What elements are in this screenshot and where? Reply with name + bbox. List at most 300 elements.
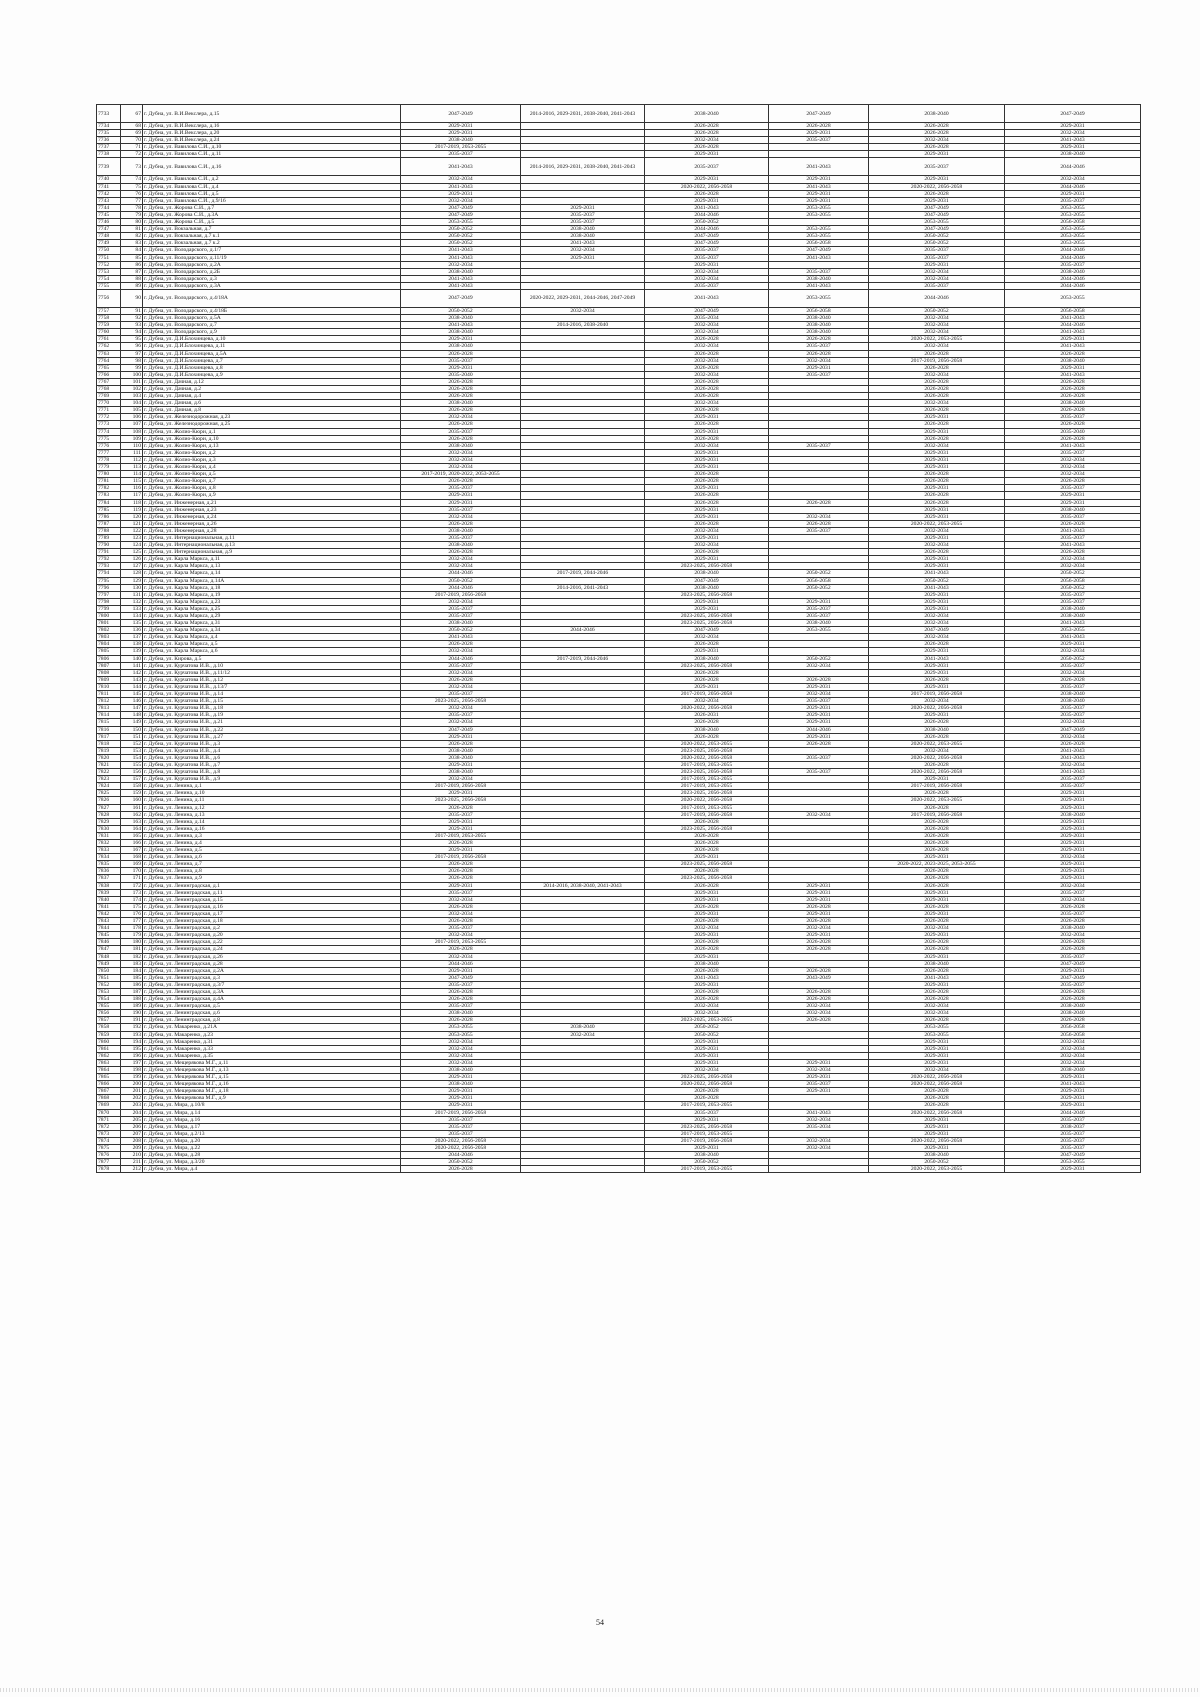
cell-period-3: 2044-2046 <box>645 211 769 218</box>
cell-period-6: 2053-2055 <box>1005 1159 1141 1166</box>
cell-period-3: 2032-2034 <box>645 268 769 275</box>
cell-period-6: 2029-2031 <box>1005 825 1141 832</box>
cell-period-1: 2053-2055 <box>401 219 521 226</box>
cell-period-5: 2026-2028 <box>869 825 1005 832</box>
cell-period-2 <box>521 506 645 513</box>
cell-period-6: 2032-2034 <box>1005 669 1141 676</box>
cell-item-number: 102 <box>121 386 143 393</box>
cell-period-1: 2032-2034 <box>401 414 521 421</box>
cell-row-id: 7845 <box>97 932 121 939</box>
cell-period-6: 2044-2046 <box>1005 183 1141 190</box>
cell-row-id: 7819 <box>97 747 121 754</box>
cell-period-3: 2026-2028 <box>645 350 769 357</box>
cell-period-2: 2029-2031 <box>521 204 645 211</box>
cell-period-1: 2032-2034 <box>401 683 521 690</box>
cell-period-5: 2029-2031 <box>869 513 1005 520</box>
cell-period-1: 2026-2028 <box>401 868 521 875</box>
cell-period-3: 2029-2031 <box>645 485 769 492</box>
cell-row-id: 7763 <box>97 350 121 357</box>
cell-item-number: 135 <box>121 620 143 627</box>
cell-period-2 <box>521 918 645 925</box>
cell-address: г. Дубна, ул. Курчатова И.В., д.9 <box>143 776 401 783</box>
cell-period-1: 2044-2046 <box>401 1152 521 1159</box>
cell-row-id: 7872 <box>97 1123 121 1130</box>
cell-period-1: 2029-2031 <box>401 336 521 343</box>
cell-period-4 <box>769 506 869 513</box>
cell-period-1: 2050-2052 <box>401 307 521 314</box>
cell-period-1: 2029-2031 <box>401 882 521 889</box>
cell-period-3: 2026-2028 <box>645 641 769 648</box>
cell-item-number: 121 <box>121 520 143 527</box>
cell-address: г. Дубна, ул. В.И.Векслера, д.20 <box>143 130 401 137</box>
cell-period-5: 2029-2031 <box>869 712 1005 719</box>
cell-item-number: 127 <box>121 563 143 570</box>
cell-period-4: 2035-2037 <box>769 754 869 761</box>
cell-row-id: 7820 <box>97 754 121 761</box>
cell-period-3: 2023-2025, 2056-2058 <box>645 662 769 669</box>
cell-address: г. Дубна, ул. Ленинградская, д.8 <box>143 1017 401 1024</box>
cell-period-6: 2029-2031 <box>1005 797 1141 804</box>
cell-period-6: 2053-2055 <box>1005 240 1141 247</box>
cell-item-number: 167 <box>121 847 143 854</box>
cell-period-1: 2026-2028 <box>401 350 521 357</box>
cell-period-6: 2041-2043 <box>1005 329 1141 336</box>
cell-period-6: 2035-2037 <box>1005 534 1141 541</box>
cell-row-id: 7789 <box>97 534 121 541</box>
cell-item-number: 136 <box>121 627 143 634</box>
cell-period-2 <box>521 513 645 520</box>
cell-address: г. Дубна, ул. Жолио-Кюри, д.8 <box>143 485 401 492</box>
cell-period-6: 2029-2031 <box>1005 1088 1141 1095</box>
cell-period-1: 2023-2025, 2056-2058 <box>401 797 521 804</box>
cell-item-number: 161 <box>121 804 143 811</box>
cell-item-number: 108 <box>121 428 143 435</box>
cell-period-5: 2026-2028 <box>869 676 1005 683</box>
cell-address: г. Дубна, ул. Курчатова И.В., д.18 <box>143 705 401 712</box>
cell-item-number: 171 <box>121 875 143 882</box>
cell-period-2 <box>521 435 645 442</box>
cell-address: г. Дубна, ул. Интернациональная, д.11 <box>143 534 401 541</box>
cell-address: г. Дубна, ул. Мещерякова М.Г., д.13 <box>143 1067 401 1074</box>
cell-period-4: 2029-2031 <box>769 190 869 197</box>
cell-period-3: 2026-2028 <box>645 386 769 393</box>
cell-address: г. Дубна, ул. Ленинградская, д.2А <box>143 967 401 974</box>
table-row <box>97 613 1141 620</box>
cell-row-id: 7811 <box>97 691 121 698</box>
cell-period-1: 2029-2031 <box>401 1088 521 1095</box>
cell-period-6: 2035-2037 <box>1005 776 1141 783</box>
cell-period-6: 2032-2034 <box>1005 556 1141 563</box>
cell-period-5: 2026-2028 <box>869 847 1005 854</box>
cell-period-1: 2050-2052 <box>401 627 521 634</box>
table-row <box>97 442 1141 449</box>
cell-item-number: 73 <box>121 158 143 176</box>
cell-period-4: 2026-2028 <box>769 520 869 527</box>
cell-period-3: 2035-2037 <box>645 247 769 254</box>
cell-item-number: 211 <box>121 1159 143 1166</box>
cell-address: г. Дубна, ул. Володарского, д.2А <box>143 261 401 268</box>
table-row <box>97 542 1141 549</box>
cell-period-1: 2041-2043 <box>401 634 521 641</box>
table-row <box>97 932 1141 939</box>
cell-row-id: 7795 <box>97 577 121 584</box>
cell-period-6: 2035-2037 <box>1005 783 1141 790</box>
cell-item-number: 175 <box>121 903 143 910</box>
cell-period-6: 2035-2037 <box>1005 414 1141 421</box>
cell-period-3: 2026-2028 <box>645 478 769 485</box>
cell-row-id: 7761 <box>97 336 121 343</box>
cell-address: г. Дубна, ул. Ленинградская, д.1 <box>143 882 401 889</box>
cell-period-3: 2026-2028 <box>645 471 769 478</box>
cell-period-2 <box>521 981 645 988</box>
cell-period-1: 2044-2046 <box>401 584 521 591</box>
cell-period-2: 2029-2031 <box>521 254 645 261</box>
cell-item-number: 165 <box>121 832 143 839</box>
cell-period-1: 2041-2043 <box>401 254 521 261</box>
cell-item-number: 110 <box>121 442 143 449</box>
cell-period-6: 2029-2031 <box>1005 1095 1141 1102</box>
cell-row-id: 7772 <box>97 414 121 421</box>
cell-row-id: 7828 <box>97 811 121 818</box>
cell-address: г. Дубна, ул. Жорова С.И., д.7 <box>143 204 401 211</box>
cell-address: г. Дубна, ул. Мира, д.10/8 <box>143 1102 401 1109</box>
cell-address: г. Дубна, ул. Инженерная, д.21 <box>143 499 401 506</box>
cell-period-4 <box>769 797 869 804</box>
cell-period-6: 2035-2037 <box>1005 197 1141 204</box>
cell-period-4: 2032-2034 <box>769 1067 869 1074</box>
cell-period-6: 2026-2028 <box>1005 350 1141 357</box>
cell-period-2 <box>521 1059 645 1066</box>
cell-period-6: 2041-2043 <box>1005 634 1141 641</box>
cell-period-5: 2026-2028 <box>869 790 1005 797</box>
cell-address: г. Дубна, ул. Ленина, д.7 <box>143 861 401 868</box>
table-row <box>97 584 1141 591</box>
cell-period-2 <box>521 343 645 350</box>
table-row <box>97 1102 1141 1109</box>
cell-row-id: 7858 <box>97 1024 121 1031</box>
cell-period-2 <box>521 1067 645 1074</box>
cell-period-3: 2029-2031 <box>645 556 769 563</box>
cell-item-number: 151 <box>121 733 143 740</box>
cell-address: г. Дубна, ул. Курчатова И.В., д.4 <box>143 747 401 754</box>
cell-period-4: 2032-2034 <box>769 1116 869 1123</box>
table-row <box>97 464 1141 471</box>
cell-period-5: 2017-2019, 2056-2058 <box>869 811 1005 818</box>
cell-period-3: 2026-2028 <box>645 435 769 442</box>
cell-address: г. Дубна, ул. Д.И.Блохинцева, д.10 <box>143 336 401 343</box>
cell-period-6: 2044-2046 <box>1005 282 1141 289</box>
cell-period-2: 2038-2040 <box>521 233 645 240</box>
cell-period-1: 2026-2028 <box>401 804 521 811</box>
cell-address: г. Дубна, ул. Мещерякова М.Г., д.11 <box>143 1059 401 1066</box>
cell-period-2 <box>521 910 645 917</box>
cell-row-id: 7849 <box>97 960 121 967</box>
cell-period-5: 2020-2022, 2056-2058 <box>869 769 1005 776</box>
cell-period-5: 2026-2028 <box>869 386 1005 393</box>
cell-period-4: 2026-2028 <box>769 123 869 130</box>
cell-period-5: 2026-2028 <box>869 967 1005 974</box>
cell-period-4 <box>769 854 869 861</box>
cell-row-id: 7752 <box>97 261 121 268</box>
cell-row-id: 7844 <box>97 925 121 932</box>
cell-address: г. Дубна, ул. Жолио-Кюри, д.3 <box>143 456 401 463</box>
table-row <box>97 527 1141 534</box>
cell-period-5: 2053-2055 <box>869 219 1005 226</box>
cell-period-5: 2032-2034 <box>869 542 1005 549</box>
cell-period-4 <box>769 144 869 151</box>
cell-address: г. Дубна, ул. Курчатова И.В., д.27 <box>143 733 401 740</box>
cell-address: г. Дубна, ул. Д.И.Блохинцева, д.5А <box>143 350 401 357</box>
cell-item-number: 206 <box>121 1123 143 1130</box>
cell-period-5: 2029-2031 <box>869 896 1005 903</box>
cell-item-number: 74 <box>121 176 143 183</box>
table-row <box>97 485 1141 492</box>
cell-address: г. Дубна, ул. Макаренко, д.33 <box>143 1045 401 1052</box>
cell-period-5: 2038-2040 <box>869 726 1005 733</box>
cell-period-3: 2020-2022, 2056-2058 <box>645 705 769 712</box>
cell-period-1: 2032-2034 <box>401 776 521 783</box>
cell-period-2: 2017-2019, 2044-2046 <box>521 570 645 577</box>
cell-period-5: 2029-2031 <box>869 197 1005 204</box>
cell-period-3: 2038-2040 <box>645 655 769 662</box>
cell-period-2 <box>521 357 645 364</box>
cell-address: г. Дубна, ул. Ленинградская, д.28 <box>143 960 401 967</box>
cell-period-4: 2029-2031 <box>769 130 869 137</box>
cell-row-id: 7784 <box>97 499 121 506</box>
cell-address: г. Дубна, ул. Мира, д.14 <box>143 1109 401 1116</box>
table-row <box>97 329 1141 336</box>
cell-period-6: 2029-2031 <box>1005 832 1141 839</box>
cell-row-id: 7874 <box>97 1137 121 1144</box>
table-row <box>97 620 1141 627</box>
cell-row-id: 7810 <box>97 683 121 690</box>
cell-row-id: 7842 <box>97 910 121 917</box>
table-row <box>97 733 1141 740</box>
cell-row-id: 7770 <box>97 400 121 407</box>
table-row <box>97 804 1141 811</box>
cell-period-5: 2029-2031 <box>869 449 1005 456</box>
cell-period-4 <box>769 1159 869 1166</box>
cell-period-1: 2047-2049 <box>401 204 521 211</box>
cell-period-6: 2032-2034 <box>1005 719 1141 726</box>
cell-period-5: 2029-2031 <box>869 261 1005 268</box>
cell-period-5: 2029-2031 <box>869 506 1005 513</box>
table-row <box>97 520 1141 527</box>
cell-period-3: 2029-2031 <box>645 414 769 421</box>
cell-address: г. Дубна, ул. Д.И.Блохинцева, д.9 <box>143 371 401 378</box>
cell-period-5: 2026-2028 <box>869 1102 1005 1109</box>
cell-address: г. Дубна, ул. Д.И.Блохинцева, д.11 <box>143 343 401 350</box>
table-row <box>97 176 1141 183</box>
cell-period-3: 2032-2034 <box>645 698 769 705</box>
cell-period-3: 2029-2031 <box>645 1116 769 1123</box>
cell-item-number: 195 <box>121 1045 143 1052</box>
cell-address: г. Дубна, ул. Володарского, д.4/18А <box>143 289 401 307</box>
cell-period-6: 2032-2034 <box>1005 648 1141 655</box>
cell-period-1: 2038-2040 <box>401 329 521 336</box>
table-row <box>97 868 1141 875</box>
table-row <box>97 1024 1141 1031</box>
cell-period-2: 2014-2016, 2029-2031, 2038-2040, 2041-2043 <box>521 158 645 176</box>
table-row <box>97 275 1141 282</box>
cell-period-2 <box>521 1130 645 1137</box>
cell-period-5: 2026-2028 <box>869 1017 1005 1024</box>
cell-period-1: 2032-2034 <box>401 449 521 456</box>
cell-period-2 <box>521 790 645 797</box>
cell-period-3: 2026-2028 <box>645 676 769 683</box>
cell-period-1: 2026-2028 <box>401 840 521 847</box>
cell-period-4 <box>769 378 869 385</box>
cell-item-number: 128 <box>121 570 143 577</box>
cell-period-5: 2026-2028 <box>869 868 1005 875</box>
cell-period-4: 2029-2031 <box>769 719 869 726</box>
cell-period-2 <box>521 1145 645 1152</box>
cell-address: г. Дубна, ул. Ленина, д.4 <box>143 840 401 847</box>
cell-row-id: 7827 <box>97 804 121 811</box>
cell-address: г. Дубна, ул. Ленина, д.5 <box>143 847 401 854</box>
cell-period-1: 2038-2040 <box>401 527 521 534</box>
cell-address: г. Дубна, ул. Ленинградская, д.4А <box>143 996 401 1003</box>
cell-period-4: 2032-2034 <box>769 925 869 932</box>
cell-period-5: 2026-2028 <box>869 719 1005 726</box>
cell-period-4: 2029-2031 <box>769 733 869 740</box>
table-row <box>97 183 1141 190</box>
cell-period-6: 2026-2028 <box>1005 1017 1141 1024</box>
cell-period-2 <box>521 386 645 393</box>
cell-row-id: 7751 <box>97 254 121 261</box>
cell-period-5: 2029-2031 <box>869 648 1005 655</box>
cell-period-2 <box>521 151 645 158</box>
cell-period-1: 2035-2037 <box>401 357 521 364</box>
cell-period-2 <box>521 669 645 676</box>
cell-period-3: 2023-2025, 2053-2055 <box>645 1017 769 1024</box>
cell-period-3: 2020-2022, 2053-2055 <box>645 740 769 747</box>
cell-period-6: 2038-2040 <box>1005 400 1141 407</box>
cell-period-1: 2047-2049 <box>401 105 521 123</box>
cell-period-3: 2038-2040 <box>645 726 769 733</box>
cell-row-id: 7773 <box>97 421 121 428</box>
cell-period-2 <box>521 705 645 712</box>
cell-period-6: 2026-2028 <box>1005 386 1141 393</box>
cell-period-1: 2032-2034 <box>401 1059 521 1066</box>
cell-period-5: 2029-2031 <box>869 889 1005 896</box>
cell-row-id: 7799 <box>97 605 121 612</box>
cell-item-number: 97 <box>121 350 143 357</box>
cell-period-5: 2041-2043 <box>869 570 1005 577</box>
cell-period-4 <box>769 953 869 960</box>
table-row <box>97 137 1141 144</box>
cell-item-number: 184 <box>121 967 143 974</box>
table-row <box>97 648 1141 655</box>
table-row <box>97 818 1141 825</box>
table-row <box>97 190 1141 197</box>
cell-row-id: 7801 <box>97 620 121 627</box>
cell-period-5: 2032-2034 <box>869 1067 1005 1074</box>
cell-row-id: 7836 <box>97 868 121 875</box>
cell-item-number: 114 <box>121 471 143 478</box>
cell-period-3: 2023-2025, 2056-2058 <box>645 563 769 570</box>
cell-period-2 <box>521 1123 645 1130</box>
cell-period-4 <box>769 776 869 783</box>
cell-period-4: 2053-2055 <box>769 204 869 211</box>
table-row <box>97 151 1141 158</box>
cell-period-4: 2053-2055 <box>769 226 869 233</box>
cell-row-id: 7837 <box>97 875 121 882</box>
cell-period-6: 2026-2028 <box>1005 520 1141 527</box>
table-row <box>97 226 1141 233</box>
cell-period-6: 2044-2046 <box>1005 1109 1141 1116</box>
cell-period-1: 2035-2037 <box>401 981 521 988</box>
cell-period-3: 2026-2028 <box>645 733 769 740</box>
cell-address: г. Дубна, ул. Дачная, д.6 <box>143 400 401 407</box>
table-row <box>97 1109 1141 1116</box>
cell-period-2: 2041-2043 <box>521 240 645 247</box>
cell-period-1: 2029-2031 <box>401 825 521 832</box>
cell-row-id: 7785 <box>97 506 121 513</box>
cell-period-4 <box>769 414 869 421</box>
cell-period-4 <box>769 591 869 598</box>
cell-item-number: 212 <box>121 1166 143 1173</box>
cell-period-4 <box>769 634 869 641</box>
cell-period-1: 2026-2028 <box>401 520 521 527</box>
cell-row-id: 7764 <box>97 357 121 364</box>
cell-period-5: 2026-2028 <box>869 130 1005 137</box>
cell-address: г. Дубна, ул. Вокзальная, д.7 <box>143 226 401 233</box>
cell-period-2 <box>521 137 645 144</box>
cell-period-2 <box>521 861 645 868</box>
cell-row-id: 7878 <box>97 1166 121 1173</box>
cell-period-3: 2020-2022, 2056-2058 <box>645 183 769 190</box>
cell-period-2 <box>521 130 645 137</box>
cell-period-6: 2056-2058 <box>1005 1031 1141 1038</box>
cell-period-1: 2032-2034 <box>401 705 521 712</box>
cell-period-5: 2029-2031 <box>869 1116 1005 1123</box>
cell-item-number: 117 <box>121 492 143 499</box>
table-row <box>97 307 1141 314</box>
cell-period-1: 2038-2040 <box>401 1067 521 1074</box>
cell-row-id: 7832 <box>97 840 121 847</box>
cell-period-2 <box>521 818 645 825</box>
cell-period-6: 2041-2043 <box>1005 315 1141 322</box>
table-row <box>97 903 1141 910</box>
cell-period-5: 2047-2049 <box>869 211 1005 218</box>
cell-period-5: 2035-2037 <box>869 254 1005 261</box>
cell-period-6: 2053-2055 <box>1005 233 1141 240</box>
cell-period-5: 2032-2034 <box>869 698 1005 705</box>
cell-period-1: 2029-2031 <box>401 967 521 974</box>
cell-item-number: 81 <box>121 226 143 233</box>
cell-item-number: 192 <box>121 1024 143 1031</box>
cell-item-number: 178 <box>121 925 143 932</box>
cell-address: г. Дубна, ул. В.И.Векслера, д.15 <box>143 105 401 123</box>
cell-period-5: 2035-2037 <box>869 282 1005 289</box>
cell-item-number: 140 <box>121 655 143 662</box>
cell-period-1: 2038-2040 <box>401 400 521 407</box>
cell-period-4 <box>769 261 869 268</box>
cell-period-2 <box>521 456 645 463</box>
cell-period-1: 2041-2043 <box>401 275 521 282</box>
cell-row-id: 7854 <box>97 996 121 1003</box>
cell-period-6: 2035-2037 <box>1005 662 1141 669</box>
cell-period-3: 2047-2049 <box>645 307 769 314</box>
cell-address: г. Дубна, ул. Володарского, д.4/18Б <box>143 307 401 314</box>
cell-period-3: 2026-2028 <box>645 1088 769 1095</box>
cell-row-id: 7867 <box>97 1088 121 1095</box>
cell-period-4 <box>769 435 869 442</box>
cell-address: г. Дубна, ул. Курчатова И.В., д.13/7 <box>143 683 401 690</box>
cell-period-1: 2032-2034 <box>401 1045 521 1052</box>
cell-item-number: 138 <box>121 641 143 648</box>
